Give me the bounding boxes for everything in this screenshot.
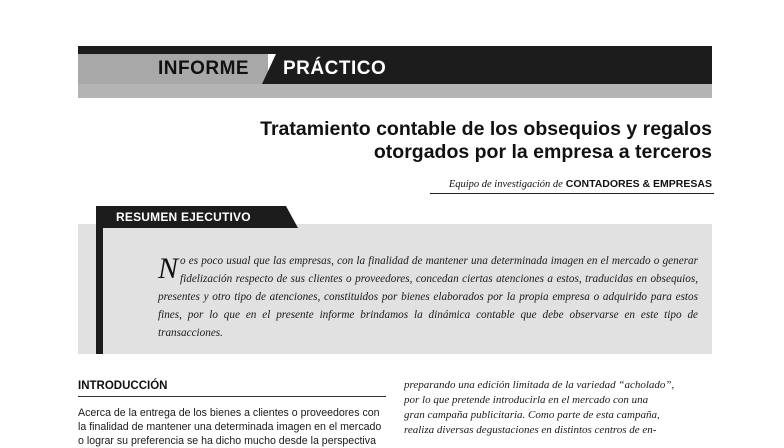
section-label-practico: PRÁCTICO	[283, 58, 387, 79]
summary-left-bar	[96, 206, 103, 354]
intro-right-line: preparando una edición limitada de la variedad “acholado”,	[404, 379, 675, 391]
summary-text	[158, 252, 698, 342]
authors-org: CONTADORES & EMPRESAS	[565, 178, 712, 190]
article-authors	[449, 178, 712, 190]
article-title	[152, 118, 712, 164]
summary-body: o es poco usual que las empresas, con la finalidad de mantener una determinada imagen en el mercado o generar fidelización respecto de sus clientes o proveedores, concedan ciertas atenciones a estos, traducidas en obsequios, presentes y otro tipo de atenciones, constituidos por bienes elaborados por la propia empresa o adquirido para estos fines, por lo que en el presente informe brindamos la dinámica contable que debe observarse en este tipo de transacciones.	[158, 255, 698, 339]
header-top-rule	[78, 46, 712, 54]
section-label-informe: INFORME	[158, 58, 250, 79]
intro-left-line: Acerca de la entrega de los bienes a clientes o proveedores con	[78, 407, 380, 419]
intro-left-column	[78, 406, 386, 448]
intro-left-line: o lograr su preferencia se ha dicho mucho desde la perspectiva	[78, 435, 376, 447]
authors-prefix: Equipo de investigación de	[448, 179, 563, 190]
intro-right-line: gran campaña publicitaria. Como parte de esta campaña,	[404, 409, 660, 421]
intro-heading: INTRODUCCIÓN	[78, 380, 168, 392]
intro-right-line: por lo que pretende introducirla en el mercado con una	[404, 394, 649, 406]
article-title-line-2: otorgados por la empresa a terceros	[373, 141, 712, 163]
intro-right-line: realiza diversas degustaciones en distintos centros de en-	[404, 424, 657, 436]
intro-right-column	[404, 378, 712, 438]
summary-dropcap: N	[158, 252, 179, 285]
authors-underline	[430, 193, 714, 194]
intro-left-line: la finalidad de mantener una determinada imagen en el mercado	[78, 421, 382, 433]
header-bottom-band	[78, 84, 712, 98]
intro-rule	[78, 396, 386, 397]
summary-label: RESUMEN EJECUTIVO	[116, 210, 251, 224]
article-title-line-1: Tratamiento contable de los obsequios y regalos	[260, 118, 712, 140]
